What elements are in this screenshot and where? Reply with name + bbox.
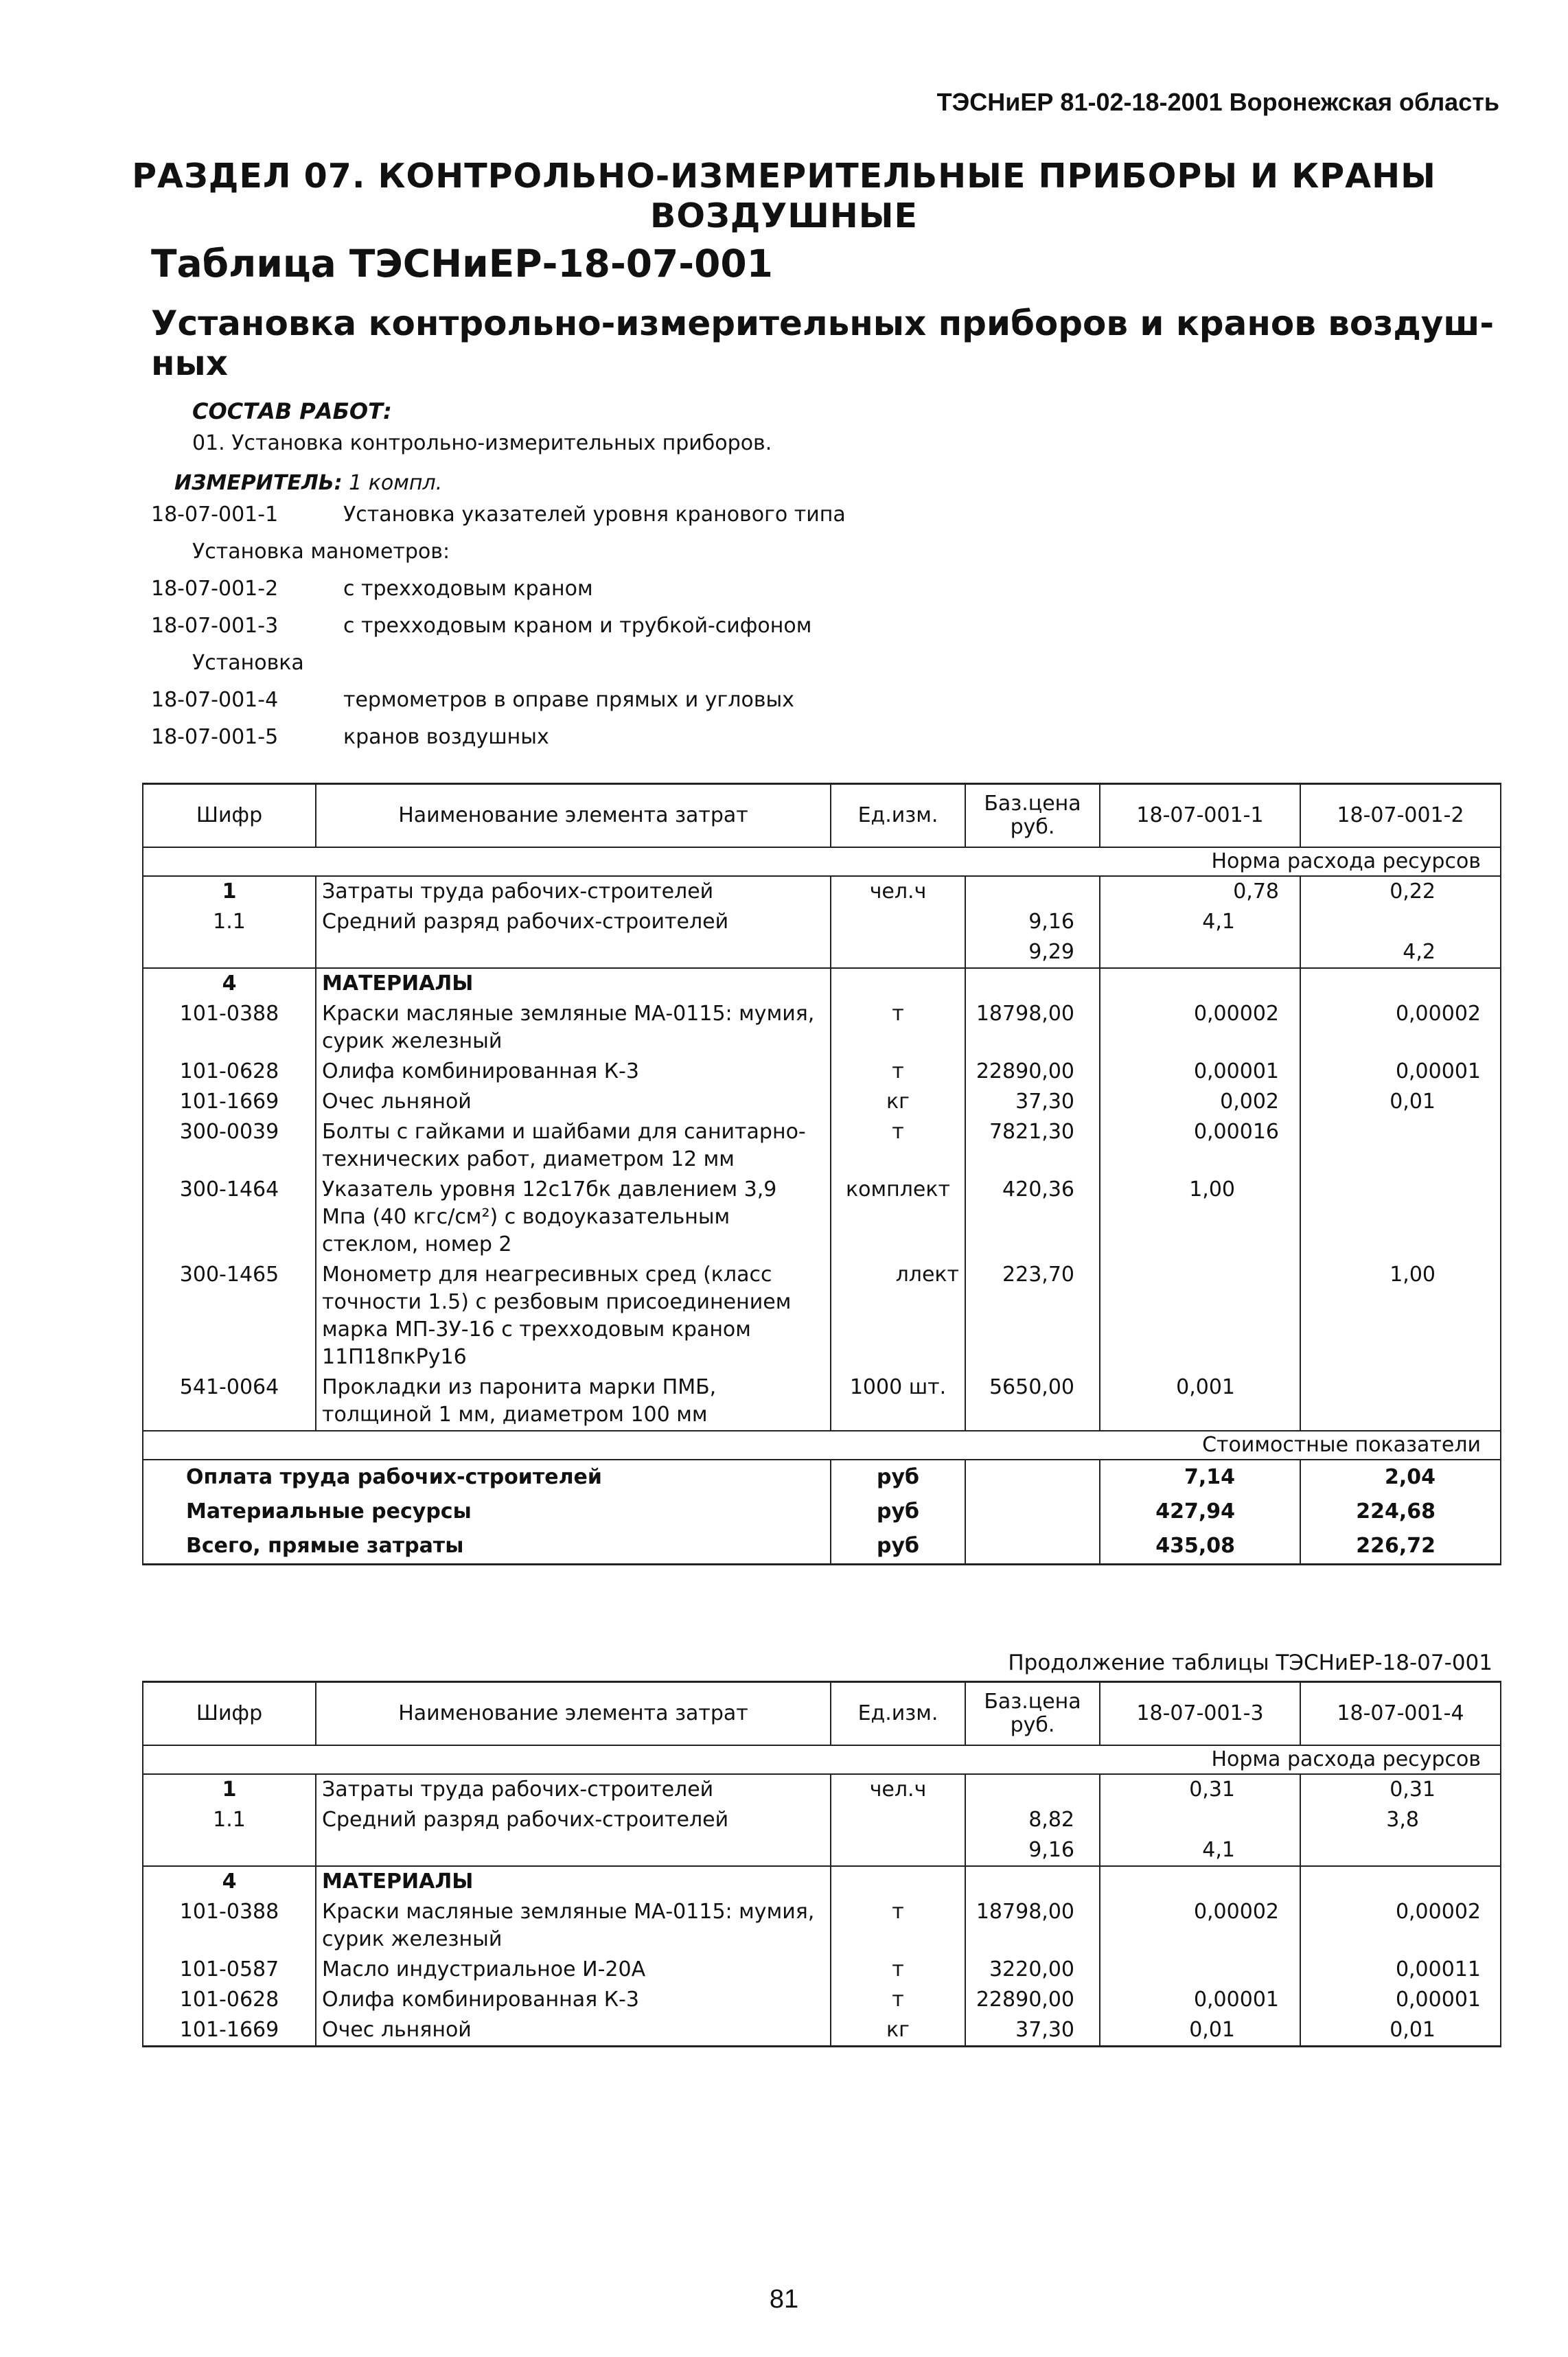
row-name: Затраты труда рабочих-строителей — [316, 1774, 831, 1805]
row-code — [143, 937, 316, 968]
row-price: 18798,00 — [965, 999, 1100, 1057]
cost-table-2 — [142, 1681, 1501, 2047]
row-value-1: 1,00 — [1100, 1175, 1300, 1260]
row-price: 22890,00 — [965, 1985, 1100, 2015]
resource-norm-label: Норма расхода ресурсов — [143, 1745, 1501, 1774]
row-price: 8,82 — [965, 1805, 1100, 1835]
table-row — [143, 1897, 1501, 1955]
total-unit: руб — [831, 1495, 965, 1529]
list-item-code: 18-07-001-5 — [151, 725, 279, 749]
row-unit: чел.ч — [831, 1774, 965, 1805]
row-value-1 — [1100, 1805, 1300, 1835]
row-price: 223,70 — [965, 1260, 1100, 1372]
total-unit: руб — [831, 1460, 965, 1495]
row-name: Затраты труда рабочих-строителей — [316, 876, 831, 907]
row-unit: т — [831, 1897, 965, 1955]
row-value-1: 0,00002 — [1100, 1897, 1300, 1955]
row-value-2 — [1300, 1866, 1501, 1897]
row-value-1 — [1100, 1260, 1300, 1372]
row-name: Очес льняной — [316, 2015, 831, 2047]
row-unit — [831, 907, 965, 937]
row-unit: ллект — [831, 1260, 965, 1372]
header-unit: Ед.изм. — [831, 1682, 965, 1746]
row-value-2: 1,00 — [1300, 1260, 1501, 1372]
table-header-row — [143, 1682, 1501, 1746]
row-code: 101-0587 — [143, 1955, 316, 1985]
row-unit: кг — [831, 1087, 965, 1117]
total-value-1: 427,94 — [1100, 1495, 1300, 1529]
header-col-2: 18-07-001-2 — [1300, 784, 1501, 848]
row-price: 37,30 — [965, 1087, 1100, 1117]
row-code: 1.1 — [143, 1805, 316, 1835]
row-name: Олифа комбинированная К-3 — [316, 1057, 831, 1087]
header-base-price: Баз.цена руб. — [965, 784, 1100, 848]
table-row — [143, 937, 1501, 968]
row-value-2 — [1300, 1372, 1501, 1431]
page-number: 81 — [769, 2285, 799, 2314]
list-item-code: 18-07-001-4 — [151, 688, 279, 712]
resource-norm-band — [143, 1745, 1501, 1774]
table-row — [143, 2015, 1501, 2047]
table-title: Таблица ТЭСНиЕР-18-07-001 — [151, 242, 773, 286]
row-unit: комплект — [831, 1175, 965, 1260]
row-code: 300-1464 — [143, 1175, 316, 1260]
row-code: 4 — [143, 968, 316, 999]
row-value-2: 0,00002 — [1300, 999, 1501, 1057]
table-subtitle: Установка контрольно-измерительных приборов и кранов воздуш- — [151, 303, 1495, 343]
row-price — [965, 876, 1100, 907]
header-base-price: Баз.цена руб. — [965, 1682, 1100, 1746]
row-name: Указатель уровня 12с17бк давлением 3,9 Мпа (40 кгс/см²) с водоуказательным стеклом, номер 2 — [316, 1175, 831, 1260]
header-code: Шифр — [143, 784, 316, 848]
row-value-2: 4,2 — [1300, 937, 1501, 968]
table-subtitle-continued: ных — [151, 343, 229, 383]
row-unit — [831, 1866, 965, 1897]
row-unit: чел.ч — [831, 876, 965, 907]
row-name: Масло индустриальное И-20А — [316, 1955, 831, 1985]
row-name: Краски масляные земляные МА-0115: мумия, сурик железный — [316, 1897, 831, 1955]
row-unit: т — [831, 1985, 965, 2015]
row-price: 420,36 — [965, 1175, 1100, 1260]
row-value-2: 0,00002 — [1300, 1897, 1501, 1955]
row-name: Прокладки из паронита марки ПМБ, толщиной 1 мм, диаметром 100 мм — [316, 1372, 831, 1431]
row-code: 101-0628 — [143, 1057, 316, 1087]
row-name: Монометр для неагресивных сред (класс точности 1.5) с резбовым присоединением марка МП-3У-16 с трехходовым краном 11П18пкРу16 — [316, 1260, 831, 1372]
row-name: Средний разряд рабочих-строителей — [316, 907, 831, 937]
table-row — [143, 1175, 1501, 1260]
row-unit — [831, 937, 965, 968]
row-value-2 — [1300, 1117, 1501, 1175]
row-unit: т — [831, 1955, 965, 1985]
row-code: 1 — [143, 876, 316, 907]
row-value-1: 0,001 — [1100, 1372, 1300, 1431]
header-col-1: 18-07-001-1 — [1100, 784, 1300, 848]
row-code: 101-1669 — [143, 2015, 316, 2047]
row-price: 9,29 — [965, 937, 1100, 968]
header-name: Наименование элемента затрат — [316, 784, 831, 848]
row-price: 37,30 — [965, 2015, 1100, 2047]
row-name — [316, 1835, 831, 1866]
meter-label: ИЗМЕРИТЕЛЬ: — [174, 471, 343, 495]
total-value-2: 2,04 — [1300, 1460, 1501, 1495]
cost-indicators-band — [143, 1431, 1501, 1460]
document-code-header: ТЭСНиЕР 81-02-18-2001 Воронежская область — [936, 88, 1499, 116]
row-value-1: 4,1 — [1100, 1835, 1300, 1866]
row-price — [965, 968, 1100, 999]
row-value-2: 3,8 — [1300, 1805, 1501, 1835]
list-item-code: 18-07-001-3 — [151, 614, 279, 638]
row-unit: т — [831, 1117, 965, 1175]
table-row — [143, 999, 1501, 1057]
resource-norm-label: Норма расхода ресурсов — [143, 847, 1501, 876]
row-value-2: 0,00001 — [1300, 1057, 1501, 1087]
meter-value: 1 компл. — [349, 471, 443, 495]
row-value-1: 0,00001 — [1100, 1985, 1300, 2015]
row-value-2: 0,00011 — [1300, 1955, 1501, 1985]
header-code: Шифр — [143, 1682, 316, 1746]
row-price — [965, 1866, 1100, 1897]
row-value-2 — [1300, 1175, 1501, 1260]
list-item-code: 18-07-001-1 — [151, 503, 279, 527]
total-value-1: 435,08 — [1100, 1529, 1300, 1565]
list-item-code: 18-07-001-2 — [151, 577, 279, 601]
row-code: 300-1465 — [143, 1260, 316, 1372]
row-price: 9,16 — [965, 1835, 1100, 1866]
row-code: 541-0064 — [143, 1372, 316, 1431]
total-value-2: 226,72 — [1300, 1529, 1501, 1565]
row-code: 1 — [143, 1774, 316, 1805]
total-row — [143, 1460, 1501, 1495]
row-price: 22890,00 — [965, 1057, 1100, 1087]
meter-line — [174, 471, 442, 495]
total-unit: руб — [831, 1529, 965, 1565]
table-header-row — [143, 784, 1501, 848]
row-price: 3220,00 — [965, 1955, 1100, 1985]
table-row — [143, 1260, 1501, 1372]
table-row — [143, 1087, 1501, 1117]
row-unit: т — [831, 999, 965, 1057]
table-row — [143, 1372, 1501, 1431]
section-materials-label: МАТЕРИАЛЫ — [316, 968, 831, 999]
row-unit — [831, 1805, 965, 1835]
list-item-desc: кранов воздушных — [343, 725, 549, 749]
row-price: 9,16 — [965, 907, 1100, 937]
row-name: Олифа комбинированная К-3 — [316, 1985, 831, 2015]
row-value-1: 0,00016 — [1100, 1117, 1300, 1175]
row-unit: 1000 шт. — [831, 1372, 965, 1431]
section-title-continued: ВОЗДУШНЫЕ — [649, 196, 919, 235]
row-name: Краски масляные земляные МА-0115: мумия, сурик железный — [316, 999, 831, 1057]
table-row — [143, 1805, 1501, 1835]
cost-indicators-label: Стоимостные показатели — [143, 1431, 1501, 1460]
work-composition-label: СОСТАВ РАБОТ: — [192, 398, 392, 424]
total-name: Всего, прямые затраты — [143, 1529, 831, 1565]
table-row — [143, 1117, 1501, 1175]
row-value-2: 0,01 — [1300, 1087, 1501, 1117]
row-code: 300-0039 — [143, 1117, 316, 1175]
row-value-1: 4,1 — [1100, 907, 1300, 937]
list-item-desc: с трехходовым краном — [343, 577, 593, 601]
row-code: 101-1669 — [143, 1087, 316, 1117]
row-price — [965, 1774, 1100, 1805]
list-item-desc: Установка манометров: — [192, 540, 450, 564]
cost-table-1 — [142, 783, 1501, 1565]
list-item-desc: термометров в оправе прямых и угловых — [343, 688, 794, 712]
header-col-4: 18-07-001-4 — [1300, 1682, 1501, 1746]
row-value-2 — [1300, 968, 1501, 999]
row-unit — [831, 1835, 965, 1866]
row-unit: кг — [831, 2015, 965, 2047]
table-row — [143, 968, 1501, 999]
row-name: Средний разряд рабочих-строителей — [316, 1805, 831, 1835]
table-row — [143, 1866, 1501, 1897]
resource-norm-band — [143, 847, 1501, 876]
row-unit: т — [831, 1057, 965, 1087]
row-value-1 — [1100, 937, 1300, 968]
row-value-2: 0,01 — [1300, 2015, 1501, 2047]
row-price: 7821,30 — [965, 1117, 1100, 1175]
work-composition-item: 01. Установка контрольно-измерительных приборов. — [192, 431, 772, 455]
table-row — [143, 1774, 1501, 1805]
row-value-2 — [1300, 1835, 1501, 1866]
row-code: 1.1 — [143, 907, 316, 937]
total-row — [143, 1495, 1501, 1529]
total-value-1: 7,14 — [1100, 1460, 1300, 1495]
row-value-2 — [1300, 907, 1501, 937]
row-code: 4 — [143, 1866, 316, 1897]
header-unit: Ед.изм. — [831, 784, 965, 848]
table-continuation-label: Продолжение таблицы ТЭСНиЕР-18-07-001 — [1008, 1651, 1492, 1675]
row-code — [143, 1835, 316, 1866]
section-materials-label: МАТЕРИАЛЫ — [316, 1866, 831, 1897]
list-item-desc: Установка указателей уровня кранового типа — [343, 503, 846, 527]
row-code: 101-0388 — [143, 999, 316, 1057]
table-row — [143, 1985, 1501, 2015]
row-price: 5650,00 — [965, 1372, 1100, 1431]
row-code: 101-0628 — [143, 1985, 316, 2015]
row-value-1 — [1100, 1866, 1300, 1897]
row-value-2: 0,22 — [1300, 876, 1501, 907]
total-name: Материальные ресурсы — [143, 1495, 831, 1529]
section-title: РАЗДЕЛ 07. КОНТРОЛЬНО-ИЗМЕРИТЕЛЬНЫЕ ПРИБОРЫ И КРАНЫ — [132, 157, 1436, 196]
row-value-1: 0,31 — [1100, 1774, 1300, 1805]
row-value-1: 0,78 — [1100, 876, 1300, 907]
table-row — [143, 1835, 1501, 1866]
row-value-1: 0,00001 — [1100, 1057, 1300, 1087]
header-col-3: 18-07-001-3 — [1100, 1682, 1300, 1746]
row-value-2: 0,31 — [1300, 1774, 1501, 1805]
row-value-1: 0,002 — [1100, 1087, 1300, 1117]
row-code: 101-0388 — [143, 1897, 316, 1955]
table-row — [143, 1057, 1501, 1087]
row-name: Болты с гайками и шайбами для санитарно-технических работ, диаметром 12 мм — [316, 1117, 831, 1175]
list-item-desc: с трехходовым краном и трубкой-сифоном — [343, 614, 812, 638]
table-row — [143, 876, 1501, 907]
row-name — [316, 937, 831, 968]
row-value-1: 0,00002 — [1100, 999, 1300, 1057]
total-row — [143, 1529, 1501, 1565]
row-value-1 — [1100, 968, 1300, 999]
total-name: Оплата труда рабочих-строителей — [143, 1460, 831, 1495]
row-value-1: 0,01 — [1100, 2015, 1300, 2047]
header-name: Наименование элемента затрат — [316, 1682, 831, 1746]
table-row — [143, 907, 1501, 937]
row-value-1 — [1100, 1955, 1300, 1985]
list-item-desc: Установка — [192, 651, 304, 675]
table-row — [143, 1955, 1501, 1985]
total-value-2: 224,68 — [1300, 1495, 1501, 1529]
row-name: Очес льняной — [316, 1087, 831, 1117]
row-price: 18798,00 — [965, 1897, 1100, 1955]
row-unit — [831, 968, 965, 999]
row-value-2: 0,00001 — [1300, 1985, 1501, 2015]
